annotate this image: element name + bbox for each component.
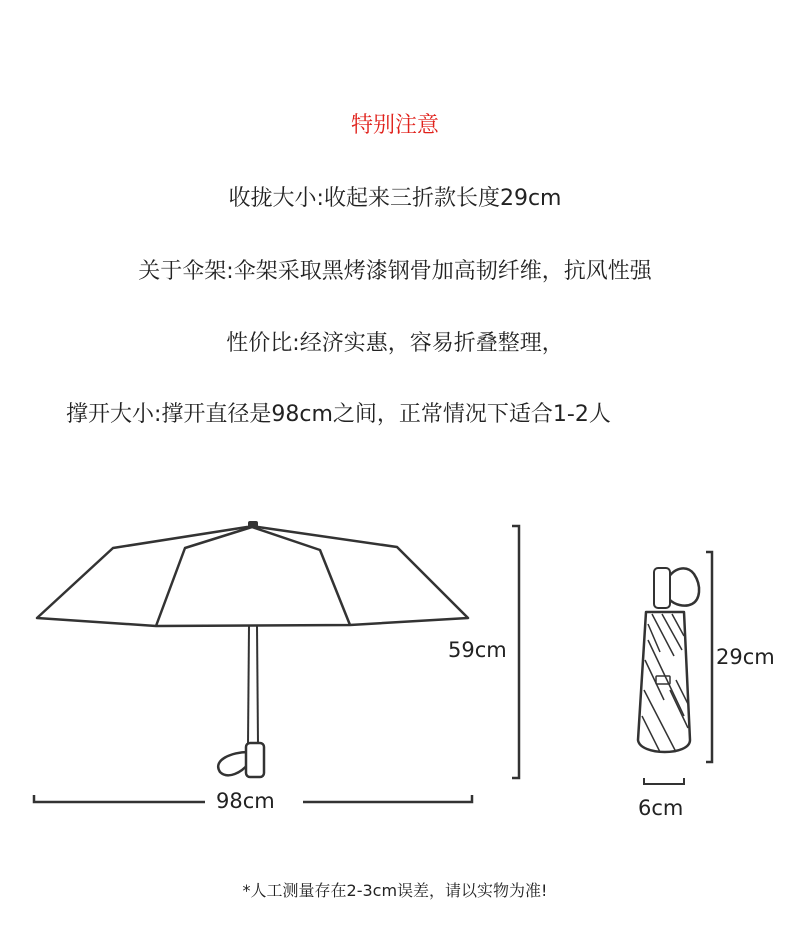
- closed-length-label: 29cm: [716, 645, 775, 669]
- length-bracket: [706, 552, 712, 762]
- spec-folded-size: 收拢大小:收起来三折款长度29cm: [228, 186, 562, 211]
- open-width-label: 98cm: [216, 789, 275, 813]
- spec-value: 性价比:经济实惠，容易折叠整理，: [226, 331, 564, 356]
- measurement-note: *人工测量存在2-3cm误差，请以实物为准!: [242, 881, 548, 900]
- page-title: 特别注意: [350, 113, 439, 138]
- open-umbrella-icon: [37, 521, 468, 777]
- open-height-label: 59cm: [448, 638, 507, 662]
- spec-frame: 关于伞架:伞架采取黑烤漆钢骨加高韧纤维，抗风性强: [138, 259, 652, 284]
- closed-width-bracket: [644, 778, 684, 784]
- closed-umbrella-icon: [638, 568, 699, 752]
- closed-width-label: 6cm: [638, 796, 684, 820]
- spec-open-size: 撑开大小:撑开直径是98cm之间，正常情况下适合1-2人: [66, 402, 611, 427]
- height-bracket: [512, 526, 519, 778]
